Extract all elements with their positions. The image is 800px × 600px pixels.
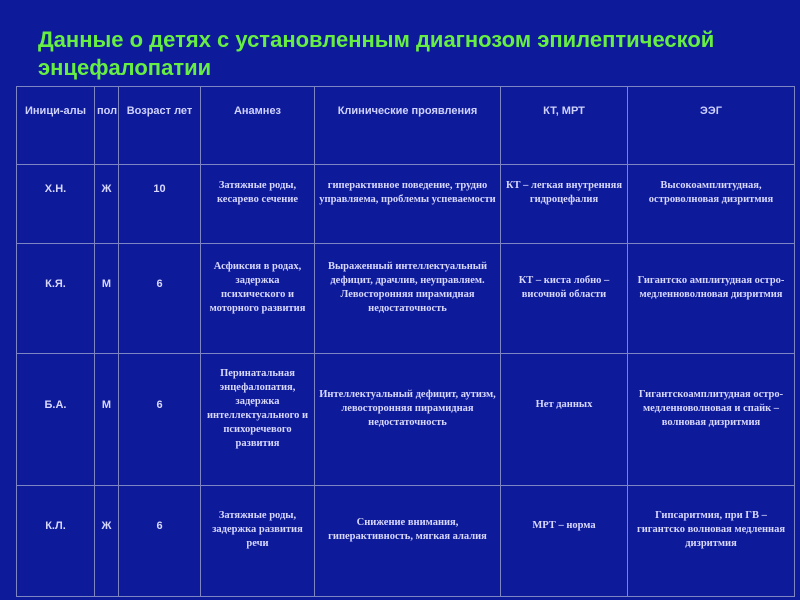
cell-clinical: Выраженный интеллектуальный дефицит, драчлив, неуправляем. Левосторонняя пирамидная недостаточность — [315, 244, 501, 354]
cell-anamnesis: Затяжные роды, задержка развития речи — [201, 486, 315, 597]
cell-eeg: Высокоамплитудная, островолновая дизритмия — [628, 165, 795, 244]
cell-age: 6 — [119, 486, 201, 597]
cell-ct-mri: КТ – легкая внутренняя гидроцефалия — [501, 165, 628, 244]
cell-initials: К.Л. — [17, 486, 95, 597]
table-row — [17, 244, 795, 354]
header-eeg: ЭЭГ — [628, 87, 795, 165]
cell-initials: Х.Н. — [17, 165, 95, 244]
cell-ct-mri: Нет данных — [501, 354, 628, 486]
cell-ct-mri: КТ – киста лобно – височной области — [501, 244, 628, 354]
cell-anamnesis: Затяжные роды, кесарево сечение — [201, 165, 315, 244]
cell-eeg: Гигантскоамплитудная остро- медленноволновая и спайк – волновая дизритмия — [628, 354, 795, 486]
cell-sex: Ж — [95, 486, 119, 597]
cell-clinical: Интеллектуальный дефицит, аутизм, левосторонняя пирамидная недостаточность — [315, 354, 501, 486]
header-age: Возраст лет — [119, 87, 201, 165]
slide-title — [38, 26, 778, 82]
cell-clinical: гиперактивное поведение, трудно управляема, проблемы успеваемости — [315, 165, 501, 244]
cell-sex: Ж — [95, 165, 119, 244]
cell-ct-mri: МРТ – норма — [501, 486, 628, 597]
table-row — [17, 165, 795, 244]
table-row — [17, 354, 795, 486]
table-header-row — [17, 87, 795, 165]
header-clinical: Клинические проявления — [315, 87, 501, 165]
cell-sex: М — [95, 354, 119, 486]
cell-initials: К.Я. — [17, 244, 95, 354]
header-initials: Иници-алы — [17, 87, 95, 165]
cell-age: 10 — [119, 165, 201, 244]
cell-eeg: Гигантско амплитудная остро-медленноволновая дизритмия — [628, 244, 795, 354]
header-ct-mri: КТ, МРТ — [501, 87, 628, 165]
cell-initials: Б.А. — [17, 354, 95, 486]
header-anamnesis: Анамнез — [201, 87, 315, 165]
cell-age: 6 — [119, 244, 201, 354]
cell-sex: М — [95, 244, 119, 354]
slide-title-line-1: Данные о детях с установленным диагнозом эпилептической — [38, 27, 715, 52]
slide-title-line-2: энцефалопатии — [38, 55, 212, 80]
cell-age: 6 — [119, 354, 201, 486]
cell-eeg: Гипсаритмия, при ГВ – гигантско волновая медленная дизритмия — [628, 486, 795, 597]
cell-anamnesis: Перинатальная энцефалопатия, задержка интеллектуального и психоречевого развития — [201, 354, 315, 486]
cell-clinical: Снижение внимания, гиперактивность, мягкая алалия — [315, 486, 501, 597]
header-sex: пол — [95, 87, 119, 165]
table-row — [17, 486, 795, 597]
patient-data-table — [16, 86, 795, 597]
cell-anamnesis: Асфиксия в родах, задержка психического и моторного развития — [201, 244, 315, 354]
